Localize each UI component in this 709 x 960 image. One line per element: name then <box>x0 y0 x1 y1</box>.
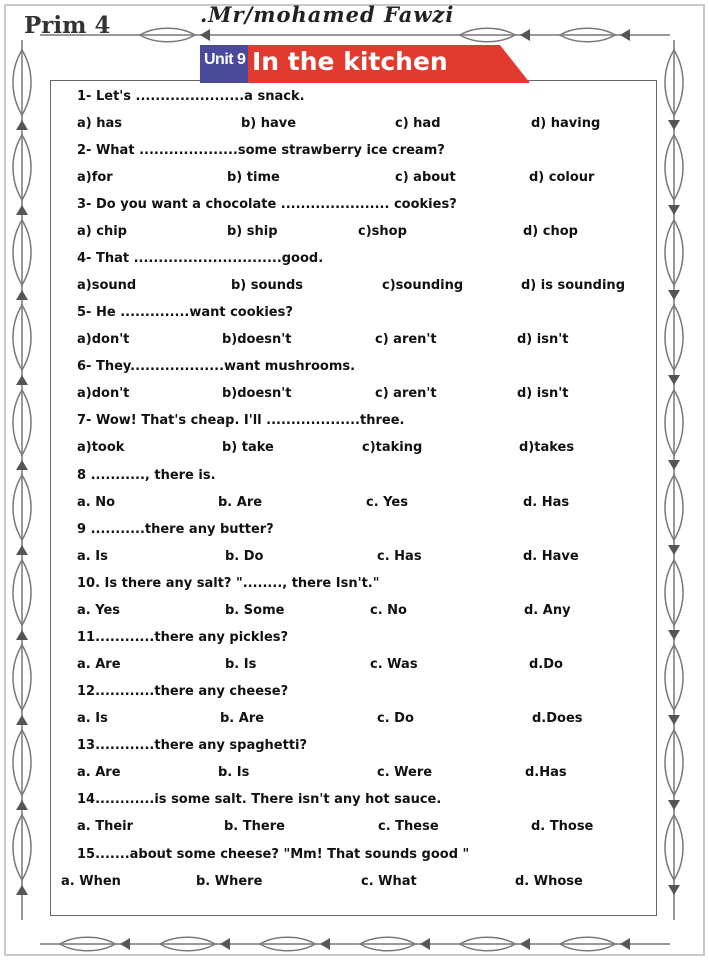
question-10: 10. Is there any salt? "........, there Isn't." <box>77 576 380 591</box>
question-12-option-c: c. Do <box>377 711 414 726</box>
question-11-option-a: a. Are <box>77 657 121 672</box>
question-11-option-c: c. Was <box>370 657 418 672</box>
question-6-option-b: b)doesn't <box>222 386 292 401</box>
question-8-option-a: a. No <box>77 495 116 510</box>
question-11-option-b: b. Is <box>225 657 257 672</box>
question-3-option-c: c)shop <box>358 224 407 239</box>
question-14: 14............is some salt. There isn't any hot sauce. <box>77 792 442 807</box>
question-8-option-d: d. Has <box>523 495 570 510</box>
question-10-option-a: a. Yes <box>77 603 121 618</box>
question-10-option-d: d. Any <box>524 603 571 618</box>
title-banner <box>200 45 530 83</box>
bottom-feather-border <box>40 933 670 955</box>
question-9-option-c: c. Has <box>377 549 422 564</box>
question-1-option-d: d) having <box>531 116 601 131</box>
question-1-option-c: c) had <box>395 116 441 131</box>
question-2: 2- What ....................some strawberry ice cream? <box>77 143 445 158</box>
question-12: 12............there any cheese? <box>77 684 289 699</box>
question-5-option-a: a)don't <box>77 332 130 347</box>
question-8-option-b: b. Are <box>218 495 263 510</box>
question-9-option-b: b. Do <box>225 549 264 564</box>
question-13-option-c: c. Were <box>377 765 433 780</box>
question-5-option-d: d) isn't <box>517 332 569 347</box>
question-10-option-b: b. Some <box>225 603 285 618</box>
question-1-option-b: b) have <box>241 116 297 131</box>
question-14-option-a: a. Their <box>77 819 134 834</box>
grade-label: Prim 4 <box>24 12 111 39</box>
question-3-option-a: a) chip <box>77 224 127 239</box>
question-2-option-d: d) colour <box>529 170 595 185</box>
question-9: 9 ...........there any butter? <box>77 522 274 537</box>
question-15: 15.......about some cheese? "Mm! That sounds good " <box>77 847 470 862</box>
question-4-option-b: b) sounds <box>231 278 303 293</box>
question-2-option-a: a)for <box>77 170 113 185</box>
question-15-option-b: b. Where <box>196 874 263 889</box>
question-4-option-d: d) is sounding <box>521 278 625 293</box>
question-14-option-d: d. Those <box>531 819 594 834</box>
top-feather-border <box>40 24 670 46</box>
question-4: 4- That ..............................good. <box>77 251 324 266</box>
question-1: 1- Let's ......................a snack. <box>77 89 305 104</box>
question-13-option-a: a. Are <box>77 765 121 780</box>
question-2-option-b: b) time <box>227 170 280 185</box>
question-3-option-d: d) chop <box>523 224 578 239</box>
question-6-option-d: d) isn't <box>517 386 569 401</box>
question-13-option-b: b. Is <box>218 765 250 780</box>
question-5: 5- He ..............want cookies? <box>77 305 293 320</box>
question-9-option-a: a. Is <box>77 549 108 564</box>
question-3: 3- Do you want a chocolate ...................... cookies? <box>77 197 457 212</box>
unit-label: Unit 9 <box>204 51 246 68</box>
question-8-option-c: c. Yes <box>366 495 408 510</box>
question-1-option-a: a) has <box>77 116 123 131</box>
right-feather-border <box>660 40 688 920</box>
question-7-option-d: d)takes <box>519 440 575 455</box>
question-7-option-b: b) take <box>222 440 274 455</box>
question-7: 7- Wow! That's cheap. I'll ...................three. <box>77 413 405 428</box>
question-5-option-c: c) aren't <box>375 332 437 347</box>
question-3-option-b: b) ship <box>227 224 278 239</box>
teacher-name: .Mr/mohamed Fawzi <box>200 2 455 27</box>
question-15-option-c: c. What <box>361 874 417 889</box>
question-10-option-c: c. No <box>370 603 407 618</box>
question-15-option-a: a. When <box>61 874 121 889</box>
unit-title: In the kitchen <box>252 47 448 76</box>
question-15-option-d: d. Whose <box>515 874 583 889</box>
question-12-option-a: a. Is <box>77 711 108 726</box>
question-6-option-a: a)don't <box>77 386 130 401</box>
question-4-option-a: a)sound <box>77 278 137 293</box>
question-14-option-b: b. There <box>224 819 285 834</box>
question-7-option-a: a)took <box>77 440 125 455</box>
question-6: 6- They...................want mushrooms. <box>77 359 356 374</box>
question-11: 11............there any pickles? <box>77 630 289 645</box>
question-11-option-d: d.Do <box>529 657 563 672</box>
question-12-option-b: b. Are <box>220 711 265 726</box>
question-8: 8 ..........., there is. <box>77 468 216 483</box>
question-13-option-d: d.Has <box>525 765 567 780</box>
question-6-option-c: c) aren't <box>375 386 437 401</box>
left-feather-border <box>8 40 36 920</box>
question-12-option-d: d.Does <box>532 711 583 726</box>
question-7-option-c: c)taking <box>362 440 423 455</box>
question-4-option-c: c)sounding <box>382 278 464 293</box>
question-2-option-c: c) about <box>395 170 456 185</box>
question-14-option-c: c. These <box>378 819 439 834</box>
question-5-option-b: b)doesn't <box>222 332 292 347</box>
question-13: 13............there any spaghetti? <box>77 738 308 753</box>
question-9-option-d: d. Have <box>523 549 579 564</box>
